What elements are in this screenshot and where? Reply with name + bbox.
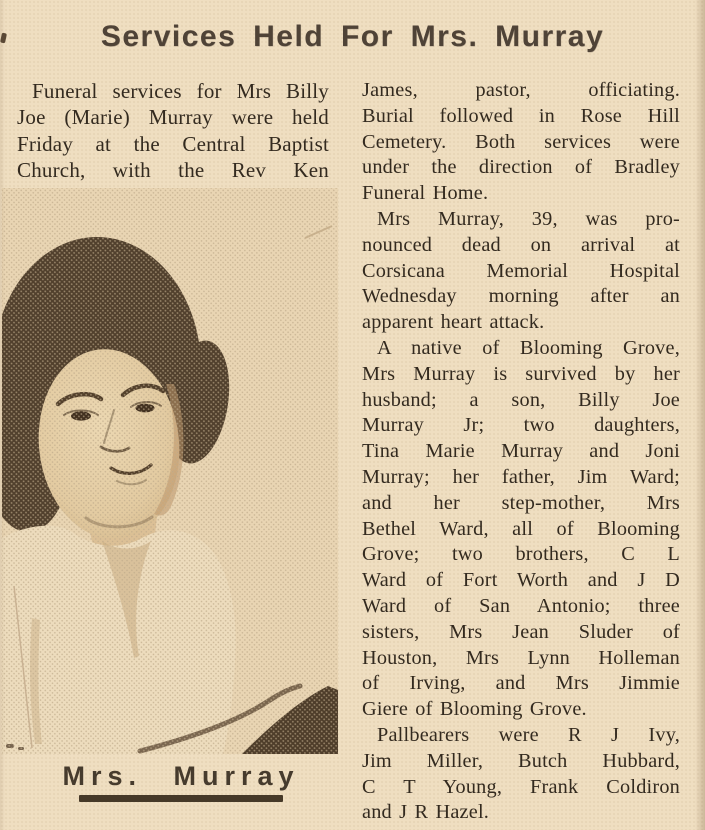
paragraph <box>17 78 329 184</box>
text-line: sisters, Mrs Jean Sluder of <box>362 620 680 643</box>
text-line: under the direction of Bradley <box>362 156 680 179</box>
text-line: C T Young, Frank Coldiron <box>362 775 680 798</box>
photo-caption <box>15 761 347 802</box>
article-column-left <box>17 78 329 184</box>
text-line: Mrs Murray is survived by her <box>362 362 680 385</box>
text-line: Houston, Mrs Lynn Holleman <box>362 646 680 669</box>
text-line: Corsicana Memorial Hospital <box>362 259 680 282</box>
paragraph <box>362 78 680 207</box>
paragraph <box>362 207 680 336</box>
text-line: Burial followed in Rose Hill <box>362 104 680 127</box>
text-line: Cemetery. Both services were <box>362 130 680 153</box>
text-line: Jim Miller, Butch Hubbard, <box>362 749 680 772</box>
article-column-right <box>362 78 680 826</box>
text-line: Funeral Home. <box>362 182 489 205</box>
text-line: and J R Hazel. <box>362 801 490 824</box>
text-line: Mrs Murray, 39, was pro- <box>377 207 680 230</box>
text-line: Joe (Marie) Murray were held <box>17 105 329 130</box>
text-line: of Irving, and Mrs Jimmie <box>362 672 680 695</box>
text-line: Murray Jr; two daughters, <box>362 414 680 437</box>
text-line: Pallbearers were R J Ivy, <box>377 723 680 746</box>
portrait-photo <box>2 188 338 754</box>
photo-caption-text: Mrs. Murray <box>62 761 300 791</box>
paragraph <box>362 336 680 723</box>
text-line: Friday at the Central Baptist <box>17 131 329 156</box>
text-line: Giere of Blooming Grove. <box>362 698 587 721</box>
text-line: Funeral services for Mrs Billy <box>32 79 329 103</box>
text-line: Church, with the Rev Ken <box>17 158 329 183</box>
text-line: nounced dead on arrival at <box>362 233 680 256</box>
text-line: Ward of Fort Worth and J D <box>362 569 680 592</box>
text-line: A native of Blooming Grove, <box>377 336 680 359</box>
article-headline: Services Held For Mrs. Murray <box>100 20 605 53</box>
text-line: husband; a son, Billy Joe <box>362 388 680 411</box>
text-line: and her step-mother, Mrs <box>362 491 680 514</box>
scan-edge-shadow-right <box>695 0 705 830</box>
text-line: Bethel Ward, all of Blooming <box>362 517 680 540</box>
text-line: Grove; two brothers, C L <box>362 543 680 566</box>
halftone-portrait-graphic <box>2 188 338 754</box>
paragraph <box>362 723 680 826</box>
text-line: Tina Marie Murray and Joni <box>362 440 680 463</box>
text-line: James, pastor, officiating. <box>362 79 680 101</box>
text-line: apparent heart attack. <box>362 311 545 334</box>
text-line: Murray; her father, Jim Ward; <box>362 465 680 488</box>
caption-underline-rule <box>79 795 283 802</box>
text-line: Ward of San Antonio; three <box>362 594 680 617</box>
text-line: Wednesday morning after an <box>362 285 680 308</box>
